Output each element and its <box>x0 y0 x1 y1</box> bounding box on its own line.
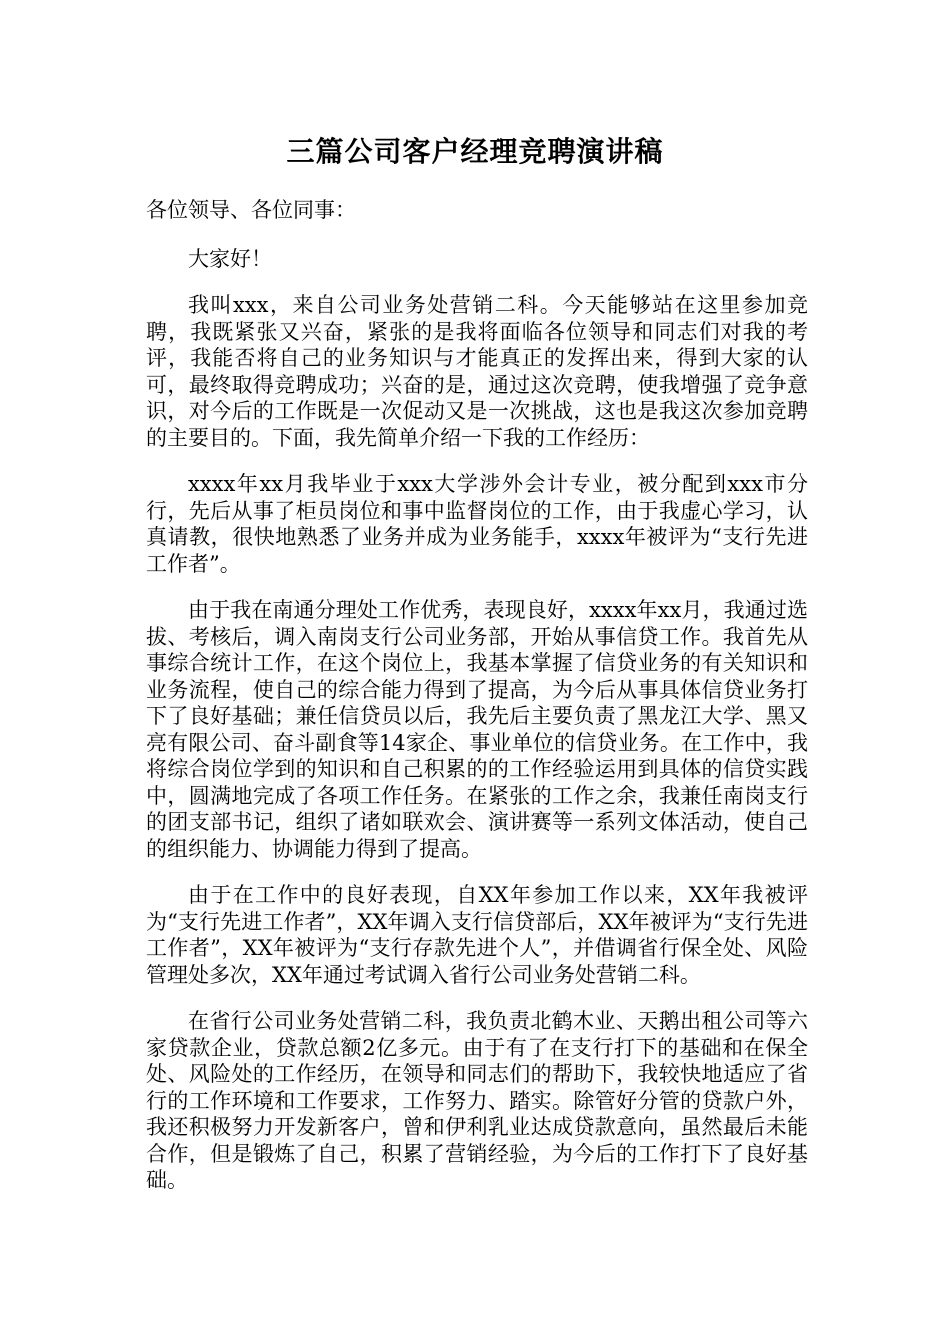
salutation: 各位领导、各位同事： <box>146 198 356 222</box>
paragraph-awards: 由于在工作中的良好表现，自XX年参加工作以来，XX年我被评为“支行先进工作者”，XX年调入支行信贷部后，XX年被评为“支行先进工作者”，XX年被评为“支行存款先进个人”，并借调省行保全处、风险管理处多次，XX年通过考试调入省行公司业务处营销二科。 <box>146 883 808 987</box>
document-title: 三篇公司客户经理竞聘演讲稿 <box>286 135 664 168</box>
paragraph-education: xxxx年xx月我毕业于xxx大学涉外会计专业，被分配到xxx市分行，先后从事了柜员岗位和事中监督岗位的工作，由于我虚心学习，认真请教，很快地熟悉了业务并成为业务能手，xxxx年被评为“支行先进工作者”。 <box>146 472 808 576</box>
paragraph-introduction: 我叫xxx，来自公司业务处营销二科。今天能够站在这里参加竞聘，我既紧张又兴奋，紧张的是我将面临各位领导和同志们对我的考评，我能否将自己的业务知识与才能真正的发挥出来，得到大家的认可，最终取得竞聘成功；兴奋的是，通过这次竞聘，使我增强了竞争意识，对今后的工作既是一次促动又是一次挑战，这也是我这次参加竞聘的主要目的。下面，我先简单介绍一下我的工作经历： <box>146 293 808 450</box>
paragraph-provincial-branch: 在省行公司业务处营销二科，我负责北鹤木业、天鹅出租公司等六家贷款企业，贷款总额2亿多元。由于有了在支行打下的基础和在保全处、风险处的工作经历，在领导和同志们的帮助下，我较快地适应了省行的工作环境和工作要求，工作努力、踏实。除管好分管的贷款户外，我还积极努力开发新客户，曾和伊利乳业达成贷款意向，虽然最后未能合作，但是锻炼了自己，积累了营销经验，为今后的工作打下了良好基础。 <box>146 1009 808 1192</box>
paragraph-credit-work: 由于我在南通分理处工作优秀，表现良好，xxxx年xx月，我通过选拔、考核后，调入南岗支行公司业务部，开始从事信贷工作。我首先从事综合统计工作，在这个岗位上，我基本掌握了信贷业务的有关知识和业务流程，使自己的综合能力得到了提高，为今后从事具体信贷业务打下了良好基础；兼任信贷员以后，我先后主要负责了黑龙江大学、黑又亮有限公司、奋斗副食等14家企、事业单位的信贷业务。在工作中，我将综合岗位学到的知识和自己积累的的工作经验运用到具体的信贷实践中，圆满地完成了各项工作任务。在紧张的工作之余，我兼任南岗支行的团支部书记，组织了诸如联欢会、演讲赛等一系列文体活动，使自己的组织能力、协调能力得到了提高。 <box>146 598 808 861</box>
document-body <box>146 197 808 1214</box>
greeting: 大家好！ <box>188 246 272 271</box>
